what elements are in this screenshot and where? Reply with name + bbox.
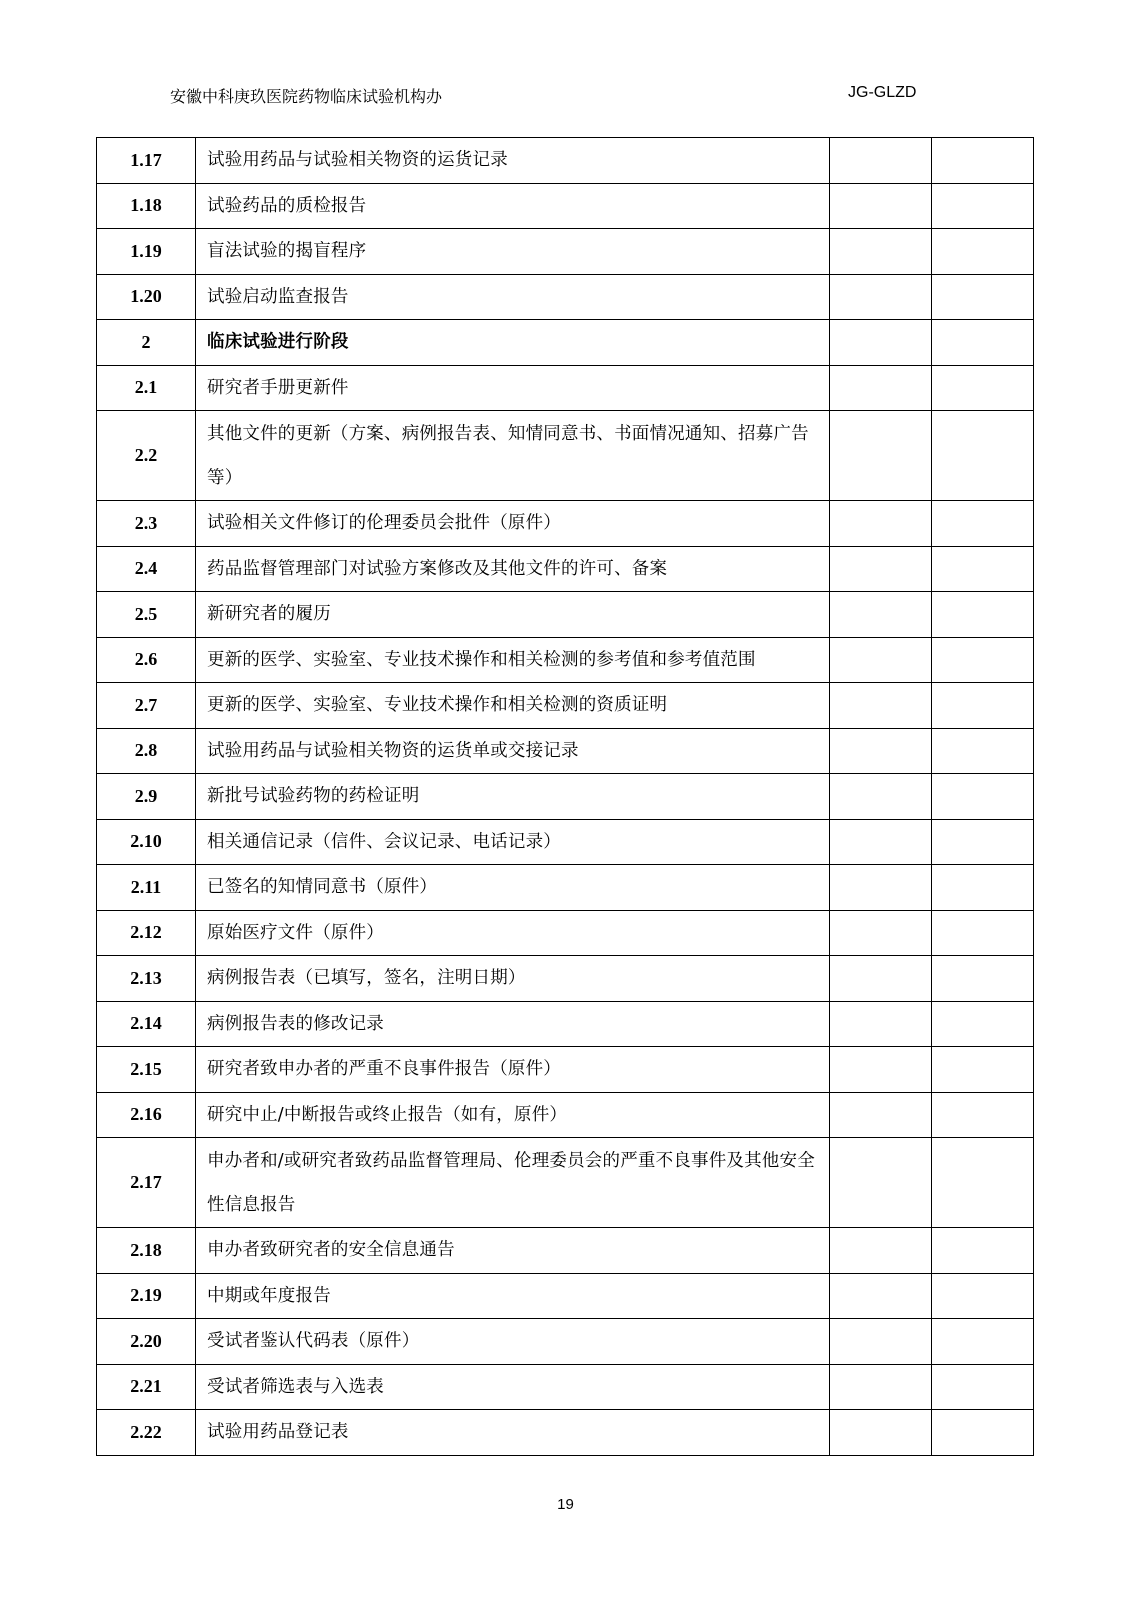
- item-number: 2.17: [97, 1138, 196, 1228]
- table-row: [97, 501, 1034, 547]
- table-row: [97, 1138, 1034, 1228]
- table-row: [97, 1092, 1034, 1138]
- check-cell-b: [932, 138, 1034, 184]
- item-description: 研究者手册更新件: [196, 365, 830, 411]
- item-description: 原始医疗文件（原件）: [196, 910, 830, 956]
- item-description: 药品监督管理部门对试验方案修改及其他文件的许可、备案: [196, 546, 830, 592]
- check-cell-b: [932, 1410, 1034, 1456]
- check-cell-a: [830, 592, 932, 638]
- item-description: 试验药品的质检报告: [196, 183, 830, 229]
- item-number: 2.7: [97, 683, 196, 729]
- check-cell-a: [830, 1001, 932, 1047]
- check-cell-b: [932, 1228, 1034, 1274]
- check-cell-a: [830, 411, 932, 501]
- check-cell-a: [830, 637, 932, 683]
- table-row: [97, 728, 1034, 774]
- table-row: [97, 865, 1034, 911]
- item-number: 2.21: [97, 1364, 196, 1410]
- table-section-row: [97, 320, 1034, 366]
- table-row: [97, 774, 1034, 820]
- table-row: [97, 910, 1034, 956]
- check-cell-b: [932, 910, 1034, 956]
- item-number: 2.19: [97, 1273, 196, 1319]
- check-cell-a: [830, 683, 932, 729]
- table-row: [97, 956, 1034, 1002]
- item-number: 1.18: [97, 183, 196, 229]
- table-row: [97, 1319, 1034, 1365]
- check-cell-b: [932, 411, 1034, 501]
- check-cell-a: [830, 1364, 932, 1410]
- table-row: [97, 546, 1034, 592]
- item-number: 2.15: [97, 1047, 196, 1093]
- check-cell-b: [932, 1138, 1034, 1228]
- item-number: 2.2: [97, 411, 196, 501]
- item-number: 2.16: [97, 1092, 196, 1138]
- page-number: 19: [557, 1496, 574, 1513]
- check-cell-b: [932, 819, 1034, 865]
- item-number: 2.9: [97, 774, 196, 820]
- item-description: 试验用药品登记表: [196, 1410, 830, 1456]
- table-row: [97, 683, 1034, 729]
- table-row: [97, 365, 1034, 411]
- table-row: [97, 1228, 1034, 1274]
- check-cell-b: [932, 774, 1034, 820]
- check-cell-b: [932, 637, 1034, 683]
- check-cell-a: [830, 229, 932, 275]
- table-row: [97, 1047, 1034, 1093]
- item-description: 相关通信记录（信件、会议记录、电话记录）: [196, 819, 830, 865]
- item-number: 1.20: [97, 274, 196, 320]
- item-description: 病例报告表（已填写，签名，注明日期）: [196, 956, 830, 1002]
- check-cell-b: [932, 183, 1034, 229]
- table-row: [97, 411, 1034, 501]
- check-cell-a: [830, 774, 932, 820]
- table-row: [97, 138, 1034, 184]
- check-cell-b: [932, 728, 1034, 774]
- item-number: 2.18: [97, 1228, 196, 1274]
- check-cell-b: [932, 1319, 1034, 1365]
- check-cell-b: [932, 320, 1034, 366]
- check-cell-a: [830, 1228, 932, 1274]
- check-cell-a: [830, 274, 932, 320]
- check-cell-b: [932, 365, 1034, 411]
- item-number: 2.20: [97, 1319, 196, 1365]
- table-row: [97, 1273, 1034, 1319]
- check-cell-a: [830, 1047, 932, 1093]
- item-description: 其他文件的更新（方案、病例报告表、知情同意书、书面情况通知、招募广告等）: [196, 411, 830, 501]
- check-cell-b: [932, 546, 1034, 592]
- item-number: 1.19: [97, 229, 196, 275]
- item-number: 2.12: [97, 910, 196, 956]
- item-description: 更新的医学、实验室、专业技术操作和相关检测的参考值和参考值范围: [196, 637, 830, 683]
- item-description: 更新的医学、实验室、专业技术操作和相关检测的资质证明: [196, 683, 830, 729]
- table-row: [97, 229, 1034, 275]
- item-description: 病例报告表的修改记录: [196, 1001, 830, 1047]
- item-description: 临床试验进行阶段: [196, 320, 830, 366]
- item-description: 受试者筛选表与入选表: [196, 1364, 830, 1410]
- item-number: 2.11: [97, 865, 196, 911]
- check-cell-a: [830, 910, 932, 956]
- item-description: 研究中止/中断报告或终止报告（如有，原件）: [196, 1092, 830, 1138]
- check-cell-b: [932, 865, 1034, 911]
- item-description: 试验相关文件修订的伦理委员会批件（原件）: [196, 501, 830, 547]
- item-number: 2.5: [97, 592, 196, 638]
- check-cell-a: [830, 1273, 932, 1319]
- item-description: 新批号试验药物的药检证明: [196, 774, 830, 820]
- check-cell-a: [830, 320, 932, 366]
- check-cell-a: [830, 1092, 932, 1138]
- item-number: 2: [97, 320, 196, 366]
- item-description: 申办者和/或研究者致药品监督管理局、伦理委员会的严重不良事件及其他安全性信息报告: [196, 1138, 830, 1228]
- check-cell-a: [830, 956, 932, 1002]
- item-number: 2.6: [97, 637, 196, 683]
- check-cell-a: [830, 138, 932, 184]
- check-cell-b: [932, 1047, 1034, 1093]
- check-cell-a: [830, 728, 932, 774]
- item-description: 申办者致研究者的安全信息通告: [196, 1228, 830, 1274]
- check-cell-a: [830, 819, 932, 865]
- check-cell-b: [932, 1092, 1034, 1138]
- header-organization: 安徽中科庚玖医院药物临床试验机构办: [170, 87, 443, 106]
- item-description: 已签名的知情同意书（原件）: [196, 865, 830, 911]
- check-cell-b: [932, 956, 1034, 1002]
- item-number: 2.10: [97, 819, 196, 865]
- table-row: [97, 819, 1034, 865]
- item-number: 2.13: [97, 956, 196, 1002]
- table-row: [97, 183, 1034, 229]
- check-cell-a: [830, 183, 932, 229]
- item-number: 2.8: [97, 728, 196, 774]
- check-cell-b: [932, 592, 1034, 638]
- item-number: 2.22: [97, 1410, 196, 1456]
- item-number: 2.3: [97, 501, 196, 547]
- check-cell-a: [830, 1410, 932, 1456]
- check-cell-a: [830, 1319, 932, 1365]
- item-description: 试验用药品与试验相关物资的运货单或交接记录: [196, 728, 830, 774]
- table-row: [97, 637, 1034, 683]
- item-description: 试验启动监查报告: [196, 274, 830, 320]
- item-description: 试验用药品与试验相关物资的运货记录: [196, 138, 830, 184]
- item-number: 2.4: [97, 546, 196, 592]
- check-cell-b: [932, 1001, 1034, 1047]
- check-cell-a: [830, 501, 932, 547]
- check-cell-b: [932, 1273, 1034, 1319]
- check-cell-b: [932, 683, 1034, 729]
- table-row: [97, 1410, 1034, 1456]
- check-cell-b: [932, 1364, 1034, 1410]
- table-row: [97, 274, 1034, 320]
- item-number: 2.1: [97, 365, 196, 411]
- table-row: [97, 1001, 1034, 1047]
- check-cell-a: [830, 365, 932, 411]
- item-description: 受试者鉴认代码表（原件）: [196, 1319, 830, 1365]
- header-document-code: JG-GLZD: [848, 84, 917, 101]
- item-description: 盲法试验的揭盲程序: [196, 229, 830, 275]
- document-checklist-table: [96, 137, 1034, 1456]
- check-cell-a: [830, 546, 932, 592]
- check-cell-a: [830, 865, 932, 911]
- check-cell-b: [932, 274, 1034, 320]
- item-description: 研究者致申办者的严重不良事件报告（原件）: [196, 1047, 830, 1093]
- check-cell-b: [932, 501, 1034, 547]
- item-number: 1.17: [97, 138, 196, 184]
- item-number: 2.14: [97, 1001, 196, 1047]
- table-row: [97, 1364, 1034, 1410]
- check-cell-b: [932, 229, 1034, 275]
- item-description: 新研究者的履历: [196, 592, 830, 638]
- check-cell-a: [830, 1138, 932, 1228]
- table-row: [97, 592, 1034, 638]
- item-description: 中期或年度报告: [196, 1273, 830, 1319]
